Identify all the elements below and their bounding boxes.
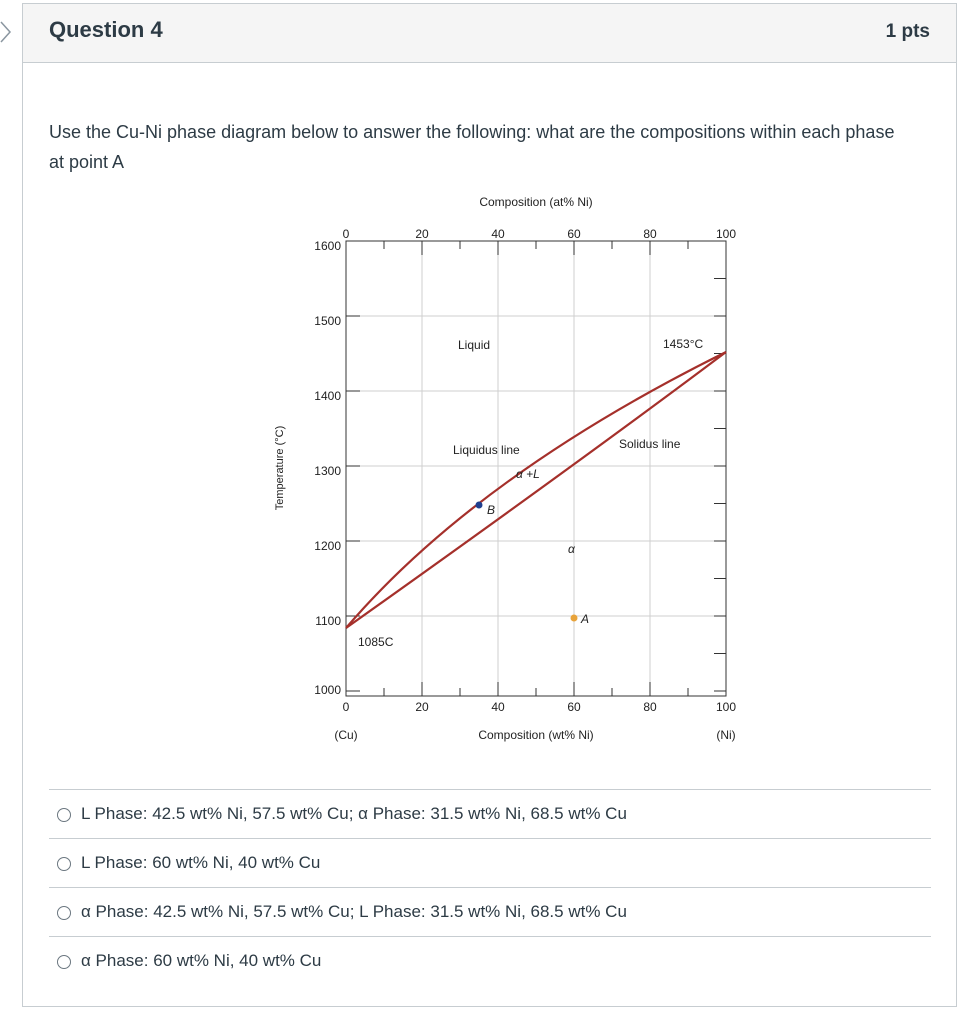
y-tick-label: 1200 xyxy=(314,539,341,553)
cu-ni-phase-diagram xyxy=(243,186,743,756)
point-a-marker xyxy=(571,615,578,622)
alpha-region-label: α xyxy=(568,542,575,556)
y-tick-label: 1300 xyxy=(314,464,341,478)
question-points: 1 pts xyxy=(885,21,930,42)
top-tick-label: 20 xyxy=(415,227,429,241)
question-title: Question 4 xyxy=(49,17,163,42)
cu-melting-point-label: 1085C xyxy=(358,635,394,649)
radio-button[interactable] xyxy=(57,955,71,969)
y-tick-label: 1100 xyxy=(315,614,341,628)
top-tick-labels xyxy=(343,227,737,241)
liquid-region-label: Liquid xyxy=(458,338,491,352)
liquidus-line-label: Liquidus line xyxy=(453,443,520,457)
bottom-tick-label: 100 xyxy=(715,700,737,714)
top-tick-label: 80 xyxy=(643,227,657,241)
bottom-tick-label: 0 xyxy=(342,700,350,714)
point-b-label: B xyxy=(487,503,496,517)
answer-list xyxy=(49,789,931,985)
answer-label: L Phase: 60 wt% Ni, 40 wt% Cu xyxy=(81,853,321,872)
question-header xyxy=(23,4,956,63)
top-tick-label: 60 xyxy=(567,227,581,241)
top-tick-label: 0 xyxy=(342,227,350,241)
question-text: Use the Cu-Ni phase diagram below to answer the following: what are the compositions within each phase at point A xyxy=(49,122,895,172)
top-tick-label: 100 xyxy=(715,227,737,241)
alpha-liquid-region-label: α +L xyxy=(516,467,540,481)
top-axis-title: Composition (at% Ni) xyxy=(479,195,593,209)
radio-button[interactable] xyxy=(57,857,71,871)
ni-melting-point-label: 1453°C xyxy=(663,337,704,351)
point-b-marker xyxy=(476,502,483,509)
bottom-tick-label: 60 xyxy=(567,700,581,714)
bottom-tick-label: 20 xyxy=(415,700,429,714)
chevron-right-icon[interactable] xyxy=(0,20,12,44)
solidus-line-label: Solidus line xyxy=(619,437,681,451)
bottom-tick-labels xyxy=(343,700,737,714)
y-tick-labels xyxy=(314,239,341,697)
answer-label: α Phase: 42.5 wt% Ni, 57.5 wt% Cu; L Phase: 31.5 wt% Ni, 68.5 wt% Cu xyxy=(81,902,627,921)
answer-option[interactable] xyxy=(49,887,931,936)
y-tick-label: 1000 xyxy=(314,683,341,697)
radio-button[interactable] xyxy=(57,808,71,822)
solidus-curve xyxy=(346,352,726,628)
y-tick-label: 1600 xyxy=(314,239,341,253)
top-tick-label: 40 xyxy=(491,227,505,241)
answer-label: L Phase: 42.5 wt% Ni, 57.5 wt% Cu; α Phase: 31.5 wt% Ni, 68.5 wt% Cu xyxy=(81,804,627,823)
question-card xyxy=(22,3,957,1007)
point-a-label: A xyxy=(581,612,590,626)
radio-button[interactable] xyxy=(57,906,71,920)
bottom-axis-title: Composition (wt% Ni) xyxy=(478,728,594,742)
answer-option[interactable] xyxy=(49,838,931,887)
cu-end-label: (Cu) xyxy=(334,728,358,742)
bottom-tick-label: 40 xyxy=(491,700,505,714)
answer-option[interactable] xyxy=(49,936,931,985)
answer-option[interactable] xyxy=(49,789,931,838)
y-tick-label: 1400 xyxy=(314,389,341,403)
y-axis-title: Temperature (°C) xyxy=(274,425,286,511)
ni-end-label: (Ni) xyxy=(716,728,736,742)
bottom-tick-label: 80 xyxy=(643,700,657,714)
answer-label: α Phase: 60 wt% Ni, 40 wt% Cu xyxy=(81,951,322,970)
y-tick-label: 1500 xyxy=(314,314,341,328)
